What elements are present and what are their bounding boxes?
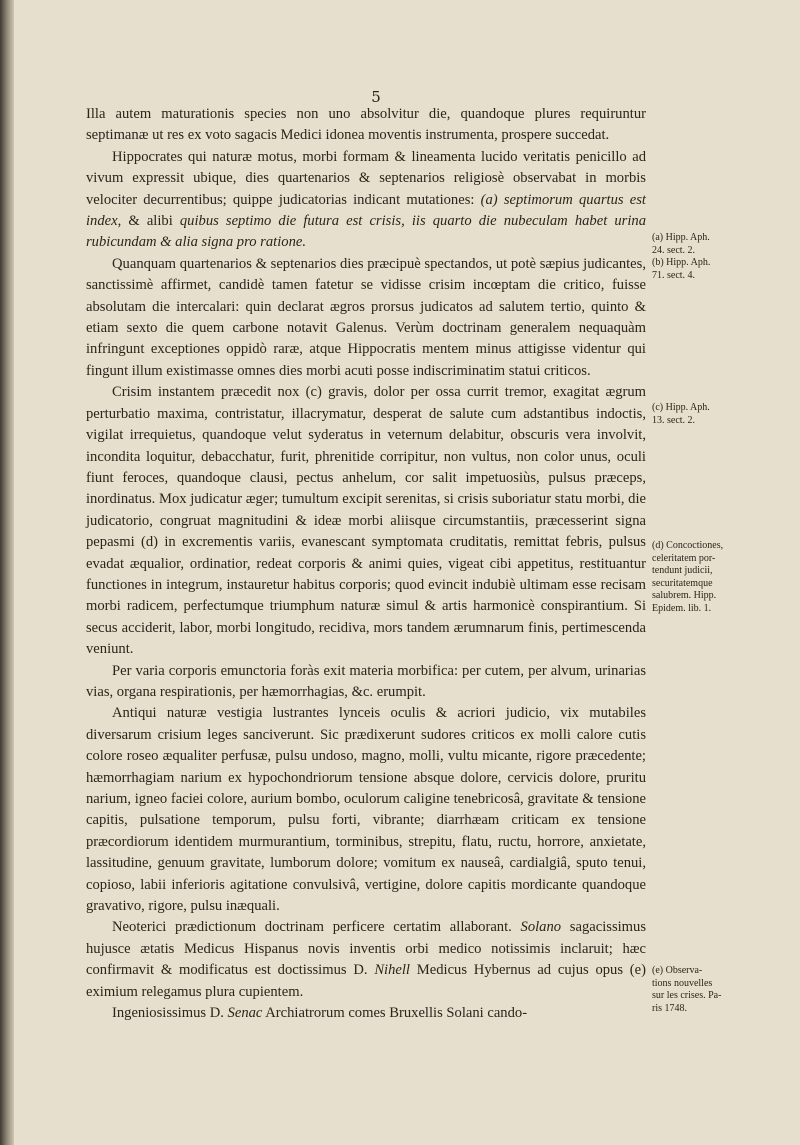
margin-note-line: (c) Hipp. Aph. — [652, 402, 710, 413]
margin-note-line: salubrem. Hipp. — [652, 590, 717, 602]
text-segment: Per varia corporis emunctoria foràs exit materia morbifica: per cutem, per alvum, urinarias vias, organa respirationis, per hæmorrhagias, &c. erumpit. — [86, 662, 646, 700]
margin-note-line: 71. sect. 4. — [652, 269, 696, 281]
paragraph — [86, 917, 646, 1003]
page-number: 5 — [371, 88, 381, 106]
margin-note-line: 13. sect. 2. — [652, 414, 696, 426]
paragraph — [86, 254, 646, 382]
paragraph — [86, 104, 646, 147]
italic-text: (a) septimorum quartus est index — [86, 191, 646, 230]
text-segment: Ingeniosissimus D. — [112, 1005, 228, 1022]
italic-text: quibus septimo die futura est crisis, iis quarto die nubeculam habet urina rubicundam & alia signa pro ratione. — [86, 213, 646, 251]
book-gutter — [0, 0, 14, 1145]
margin-note-e — [652, 965, 772, 1015]
margin-note-line: (b) Hipp. Aph. — [652, 257, 711, 269]
text-segment: sagacissimus hujusce ætatis Medicus Hispanus novis inventis orbi medico notissimis inclaruit; hæc confirmavit & modificatus est doctissimus D. — [86, 919, 647, 979]
paragraph — [86, 661, 646, 704]
text-segment: Medicus Hybernus ad cujus opus (e) eximium relegamus plura cupientem. — [86, 962, 646, 1000]
italic-text: Nihell — [374, 962, 410, 979]
body-text — [86, 104, 646, 1024]
text-segment: Neoterici prædictionum doctrinam perficere certatim allaborant. — [112, 919, 521, 936]
paragraph — [86, 382, 646, 660]
margin-note-line: tendunt judicii, — [652, 565, 713, 577]
text-segment: Hippocrates qui naturæ motus, morbi formam & lineamenta lucido veritatis penicillo ad vivum expressit ubique, dies quartenarios & septenarios religiosè observabat in morbis velociter decurrentibus; quippe judicatorias indicant mutationes: — [86, 148, 646, 208]
margin-note-line: 24. sect. 2. — [652, 244, 696, 256]
paragraph — [86, 703, 646, 917]
margin-note-line: (e) Observa- — [652, 965, 703, 976]
margin-note-a — [652, 232, 772, 282]
paragraph — [86, 147, 646, 254]
italic-text: Senac — [227, 1005, 263, 1022]
margin-note-line: (a) Hipp. Aph. — [652, 232, 710, 243]
paragraph — [86, 1003, 646, 1024]
text-segment: Crisim instantem præcedit nox (c) gravis, dolor per ossa currit tremor, exagitat ægrum perturbatio maxima, contristatur, illacrymatur, desperat de salute cum adstantibus indoctis, vigilat irrequietus, quandoque velut syderatus in veternum delabitur, obscuris vera involvit, incondita loquitur, debacchatur, furit, phrenitide corripitur, non vultus, non color unus, oculi fiunt feroces, quandoque clausi, pectus anhelum, cor salit impetuosiùs, pulsus præceps, inordinatus. Mox judicatur æger; tumultum excipit serenitas, si crisis suboriatur statu morbi, die judicatorio, congruat magnitudini & ideæ morbi aliisque circumstantiis, præcesserint signa pepasmi (d) in excrementis variis, evanescant symptomata cruditatis, remittat febris, pulsus evadat æqualior, ordinatior, redeat corporis & animi quies, vigeat cibi appetitus, restituantur functiones in integrum, instauretur habitus corporis; quod evincit indubiè ultimam esse recisam morbi radicem, perfectumque triumphum naturæ simul & artis harmonicè conspirantium. Si secus acciderit, labor, morbi longitudo, recidiva, mors tandem ærumnarum finis, pertimescenda veniunt. — [86, 384, 646, 658]
margin-note-d — [652, 540, 772, 616]
text-segment: Illa autem maturationis species non uno absolvitur die, quandoque plures requiruntur septimanæ ut res ex voto sagacis Medici idonea moventis instrumenta, prospere succedat. — [86, 106, 646, 144]
margin-note-line: securitatemque — [652, 577, 713, 589]
text-segment: Antiqui naturæ vestigia lustrantes lynceis oculis & acriori judicio, vix mutabiles diversarum crisium leges sanciverunt. Sic prædixerunt sudores criticos ex molli calore cutis colore roseo æqualiter perfusæ, pulsu undoso, magno, molli, vultu micante, rigore præcedente; hæmorrhagiam narium ex hypochondriorum tensione absque dolore, cervicis dolore, pruritu narium, igneo faciei colore, aurium bombo, oculorum caligine tenebricosâ, gravitate & tensione capitis, pulsatione temporum, pulsu forti, vibrante; diarrhæam criticam ex tensione præcordiorum identidem murmurantium, torminibus, strepitu, flatu, ructu, horrore, anxietate, lassitudine, genuum gravitate, lumborum dolore; vomitum ex nauseâ, cardialgiâ, sputo tenui, copioso, labii inferioris agitatione convulsivâ, vertigine, dolore capitis mordicante quandoque gravativo, rigore, pulsu inæquali. — [86, 705, 646, 915]
margin-note-line: sur les crises. Pa- — [652, 990, 722, 1002]
margin-note-line: Epidem. lib. 1. — [652, 602, 712, 614]
margin-note-line: tions nouvelles — [652, 977, 713, 989]
text-segment: , & alibi — [117, 213, 180, 230]
margin-note-line: (d) Concoctiones, — [652, 540, 724, 551]
margin-note-line: celeritatem por- — [652, 552, 716, 564]
italic-text: Solano — [520, 919, 562, 936]
margin-note-c — [652, 402, 772, 427]
text-segment: Quanquam quartenarios & septenarios dies præcipuè spectandos, ut potè sæpius judicantes, sanctissimè affirmet, candidè tamen fatetur se vidisse crisim incœptam die critico, fuisse absolutam die intercalari: quin declarat ægros prorsus judicatos ad salutem tertio, quinto & etiam sexto die quem carbone notavit Galenus. Verùm doctrinam generalem nequaquàm infringunt exceptiones oppidò raræ, atque Hippocratis mentem minus attigisse videntur qui fingunt illum existimasse omnes dies morbi acuti posse indiscriminatim statui criticos. — [86, 255, 646, 379]
margin-note-line: ris 1748. — [652, 1002, 687, 1014]
text-segment: Archiatrorum comes Bruxellis Solani cando- — [262, 1005, 528, 1022]
